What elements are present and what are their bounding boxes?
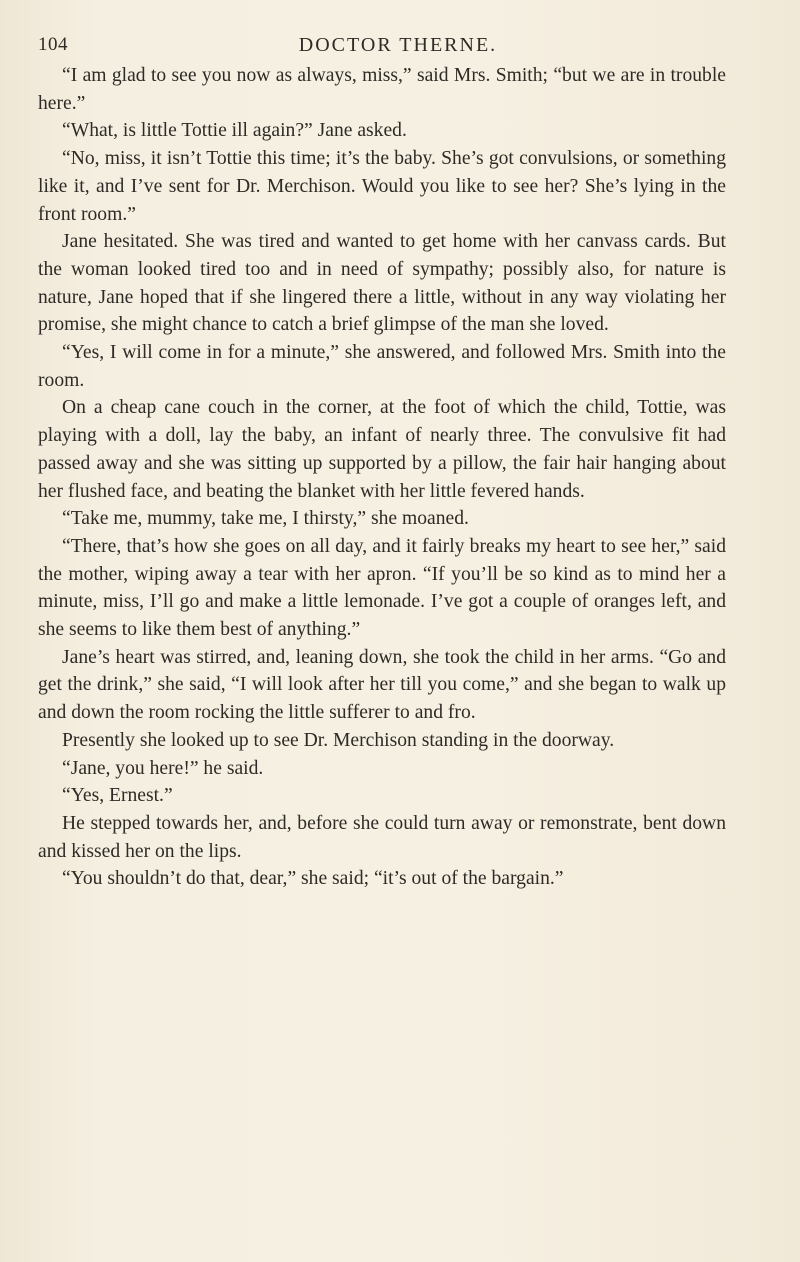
paragraph: “Jane, you here!” he said. (62, 757, 264, 779)
page-header (38, 34, 738, 64)
paragraph: He stepped towards her, and, before she could turn away or remonstrate, bent down and kissed her on the lips. (38, 812, 726, 862)
paragraph: Jane hesitated. She was tired and wanted to get home with her canvass cards. But the woman looked tired too and in need of sympathy; possibly also, for nature is nature, Jane hoped that if she lingered there a little, without in any way violating her promise, she might chance to catch a brief glimpse of the man she loved. (38, 231, 726, 336)
paragraph: “No, miss, it isn’t Tottie this time; it’s the baby. She’s got convulsions, or something like it, and I’ve sent for Dr. Merchison. Would you like to see her? She’s lying in the front room.” (38, 148, 726, 225)
paragraph: “You shouldn’t do that, dear,” she said; “it’s out of the bargain.” (62, 868, 564, 890)
paragraph: Presently she looked up to see Dr. Merchison standing in the doorway. (62, 729, 615, 751)
paragraph: Jane’s heart was stirred, and, leaning down, she took the child in her arms. “Go and get the drink,” she said, “I will look after her till you come,” and she began to walk up and down the room rocking the little sufferer to and fro. (38, 646, 726, 724)
paragraph: “Yes, I will come in for a minute,” she answered, and followed Mrs. Smith into the room. (38, 342, 726, 391)
running-title: DOCTOR THERNE. (298, 34, 498, 56)
page-number: 104 (38, 34, 68, 55)
paragraph: “I am glad to see you now as always, miss,” said Mrs. Smith; “but we are in trouble here.” (38, 65, 726, 114)
paragraph: “There, that’s how she goes on all day, and it fairly breaks my heart to see her,” said the mother, wiping away a tear with her apron. “If you’ll be so kind as to mind her a minute, miss, I’ll go and make a little lemonade. I’ve got a couple of oranges left, and she seems to like them best of anything.” (38, 535, 726, 641)
body-text (38, 62, 726, 893)
paragraph: “What, is little Tottie ill again?” Jane asked. (62, 120, 407, 142)
paragraph: “Take me, mummy, take me, I thirsty,” she moaned. (62, 508, 469, 530)
paragraph: “Yes, Ernest.” (62, 785, 173, 807)
paragraph: On a cheap cane couch in the corner, at the foot of which the child, Tottie, was playing with a doll, lay the baby, an infant of nearly three. The convulsive fit had passed away and she was sitting up supported by a pillow, the fair hair hanging about her flushed face, and beating the blanket with her little fevered hands. (38, 397, 726, 502)
